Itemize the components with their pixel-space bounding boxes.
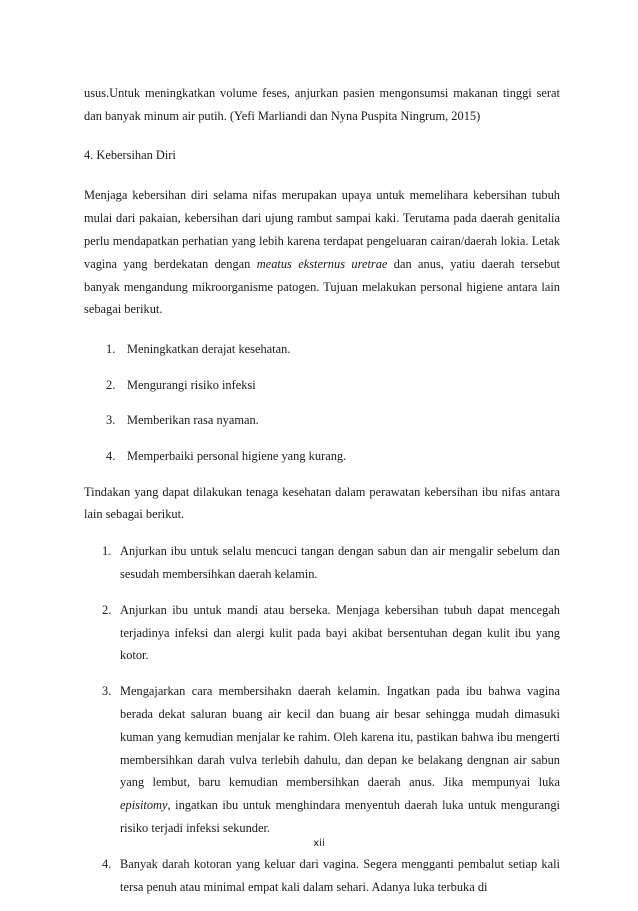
list-item bbox=[84, 599, 560, 667]
list-number: 3. bbox=[102, 684, 112, 699]
list-text-1: Mengajarkan cara membersihakn daerah kelamin. Ingatkan pada ibu bahwa vagina berada dekat saluran buang air kecil dan buang air besar sehingga mudah dimasuki kuman yang kemudian menjalar ke rahim. Oleh karena itu, pastikan bahwa ibu mengerti membersihkan darah vulva terlebih dahulu, dan depan ke belakang dengnan air sabun yang lembut, baru kemudian membersihkan daerah anus. Jika mempunyai luka bbox=[120, 684, 560, 790]
list-number: 4. bbox=[102, 856, 112, 871]
list-number: 2. bbox=[106, 377, 116, 392]
paragraph-hygiene bbox=[84, 184, 560, 321]
list-item bbox=[84, 680, 560, 840]
paragraph-hygiene-text-1: Menjaga kebersihan diri selama nifas merupakan upaya untuk memelihara kebersihan tubuh mulai dari pakaian, kebersihan dari ujung rambut sampai kaki. Terutama pada daerah genitalia perlu mendapatkan perhatian yang lebih karena terdapat pengeluaran cairan/daerah lokia. Letak vagina yang berdekatan dengan bbox=[84, 188, 560, 271]
list-item bbox=[84, 540, 560, 586]
goals-list bbox=[84, 338, 560, 468]
list-item bbox=[84, 409, 560, 432]
page-number: xii bbox=[313, 838, 325, 849]
list-number: 4. bbox=[106, 448, 116, 463]
term-episitomy: episitomy bbox=[120, 798, 168, 813]
list-item bbox=[84, 445, 560, 468]
paragraph-intro: usus.Untuk meningkatkan volume feses, anjurkan pasien mengonsumsi makanan tinggi serat dan banyak minum air putih. (Yefi Marliandi dan Nyna Puspita Ningrum, 2015) bbox=[84, 86, 560, 123]
list-text: Anjurkan ibu untuk mandi atau berseka. Menjaga kebersihan tubuh dapat mencegah terjadinya infeksi dan alergi kulit pada bayi akibat bersentuhan degan kulit ibu yang kotor. bbox=[120, 602, 560, 663]
list-text: Anjurkan ibu untuk selalu mencuci tangan dengan sabun dan air mengalir sebelum dan sesudah membersihkan daerah kelamin. bbox=[120, 544, 560, 581]
list-text: Memberikan rasa nyaman. bbox=[127, 413, 259, 428]
list-text-2: , ingatkan ibu untuk menghindara menyentuh daerah luka untuk mengurangi risiko terjadi infeksi sekunder. bbox=[120, 798, 560, 835]
list-text: Memperbaiki personal higiene yang kurang. bbox=[127, 448, 347, 463]
list-number: 3. bbox=[106, 413, 116, 428]
list-number: 2. bbox=[102, 602, 112, 617]
list-item bbox=[84, 374, 560, 397]
list-text: Mengurangi risiko infeksi bbox=[127, 377, 256, 392]
list-text: Meningkatkan derajat kesehatan. bbox=[127, 342, 291, 357]
term-meatus: meatus eksternus uretrae bbox=[256, 256, 388, 271]
list-item bbox=[84, 338, 560, 361]
list-number: 1. bbox=[102, 544, 112, 559]
paragraph-hygiene-text-2: dan anus, yatiu daerah tersebut banyak mengandung mikroorganisme patogen. Tujuan melakukan personal higiene antara lain sebagai berikut. bbox=[84, 256, 561, 317]
list-number: 1. bbox=[106, 342, 116, 357]
list-text: Banyak darah kotoran yang keluar dari vagina. Segera mengganti pembalut setiap kali tersa penuh atau minimal empat kali dalam sehari. Adanya luka terbuka di bbox=[120, 856, 560, 894]
section-heading: 4. Kebersihan Diri bbox=[84, 147, 176, 162]
list-item bbox=[84, 853, 560, 899]
page-content bbox=[84, 82, 560, 911]
paragraph-actions-intro: Tindakan yang dapat dilakukan tenaga kesehatan dalam perawatan kebersihan ibu nifas antara lain sebagai berikut. bbox=[84, 484, 560, 522]
